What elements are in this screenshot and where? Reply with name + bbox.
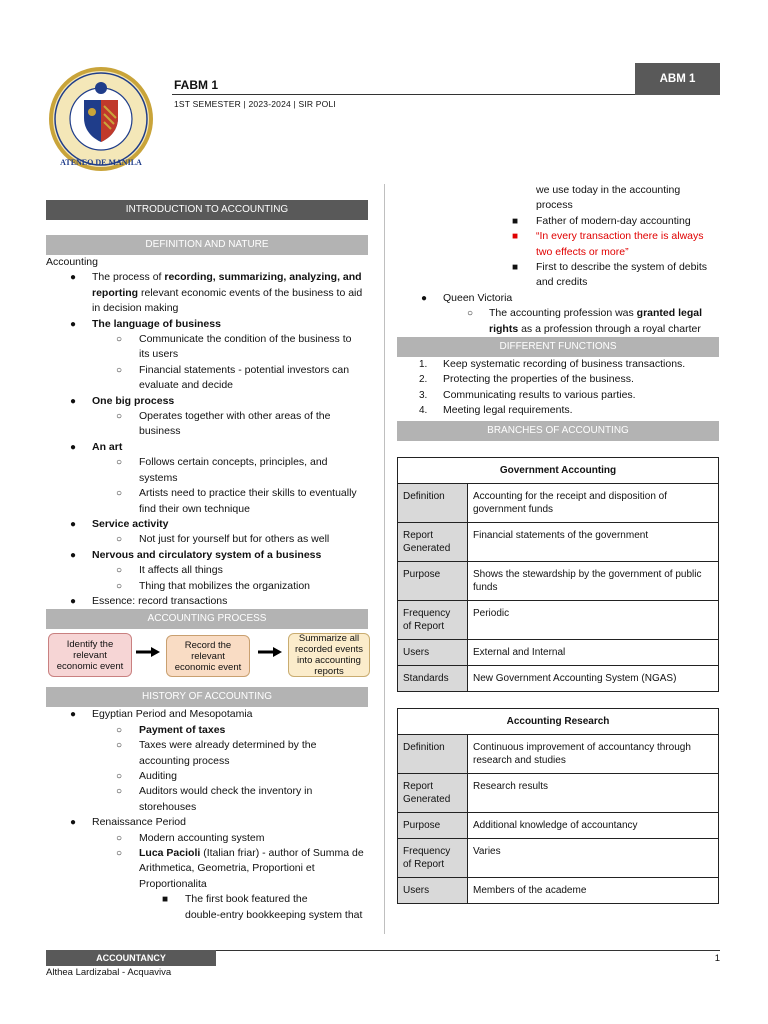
footer-divider (216, 950, 720, 951)
row-value: Periodic (468, 600, 719, 639)
table-row (398, 600, 719, 639)
sub-item: ○ Auditors would check the inventory in (116, 785, 313, 798)
list-item: ● The process of recording, summarizing, analyzing, and (70, 271, 362, 284)
sub-sub-item-cont: and credits (536, 276, 588, 289)
row-label: Users (398, 877, 468, 903)
quote-item: ■ “In every transaction there is always (512, 230, 704, 243)
left-column (46, 200, 368, 923)
sub-item-cont: find their own technique (139, 502, 250, 515)
list-item: ● Essence: record transactions (70, 594, 228, 607)
row-label: Users (398, 639, 468, 665)
sub-sub-item: ■ First to describe the system of debits (512, 261, 707, 274)
list-item: ● Egyptian Period and Mesopotamia (70, 708, 253, 721)
intro-title-bar: INTRODUCTION TO ACCOUNTING (46, 200, 368, 220)
row-value: External and Internal (468, 639, 719, 665)
sub-item-cont: Arithmetica, Geometria, Proportioni et (139, 862, 315, 875)
table-row (398, 665, 719, 691)
seal-text: ATENEO DE MANILA (60, 158, 142, 167)
sub-item-cont: accounting process (139, 754, 230, 767)
ateneo-seal-logo (48, 66, 154, 172)
row-value: Members of the academe (468, 877, 719, 903)
row-value: New Government Accounting System (NGAS) (468, 665, 719, 691)
sub-item-cont: its users (139, 348, 179, 361)
list-item: ● Queen Victoria (421, 291, 513, 304)
accounting-label: Accounting (46, 256, 98, 268)
sub-item-cont: rights as a profession through a royal charter (489, 322, 701, 335)
numbered-item: 2. Protecting the properties of the business. (419, 373, 634, 386)
numbered-item: 3. Communicating results to various parties. (419, 388, 636, 401)
table-row (398, 639, 719, 665)
row-label: Frequency of Report (398, 838, 468, 877)
arrow-right-icon (136, 647, 160, 657)
quote-item-cont: two effects or more” (536, 245, 629, 258)
row-value: Shows the stewardship by the government of public funds (468, 561, 719, 600)
process-header: ACCOUNTING PROCESS (46, 609, 368, 629)
row-label: Standards (398, 665, 468, 691)
sub-item: ○ Modern accounting system (116, 831, 265, 844)
process-step-1: Identify the relevant economic event (48, 633, 132, 677)
semester-info: 1ST SEMESTER | 2023-2024 | SIR POLI (174, 99, 336, 109)
sub-item: ○ Follows certain concepts, principles, and systems (116, 456, 328, 484)
row-value: Continuous improvement of accountancy through research and studies (468, 734, 719, 773)
numbered-item: 4. Meeting legal requirements. (419, 404, 573, 417)
row-value: Additional knowledge of accountancy (468, 812, 719, 838)
sub-item-cont: business (139, 425, 181, 438)
history-header: HISTORY OF ACCOUNTING (46, 687, 368, 707)
row-value: Research results (468, 773, 719, 812)
row-value: Accounting for the receipt and disposition of government funds (468, 483, 719, 522)
sub-item: ○ Luca Pacioli (Italian friar) - author of Summa de (116, 847, 364, 859)
sub-sub-item-cont: double-entry bookkeeping system that (185, 908, 363, 921)
list-item-cont: reporting relevant economic events of the business to aid (92, 286, 363, 299)
row-label: Purpose (398, 561, 468, 600)
row-label: Report Generated (398, 773, 468, 812)
functions-header: DIFFERENT FUNCTIONS (397, 337, 719, 357)
sub-sub-item-cont: we use today in the accounting (536, 184, 681, 196)
row-label: Report Generated (398, 522, 468, 561)
list-item-cont: in decision making (92, 302, 179, 315)
right-column (397, 183, 719, 904)
sub-item: ○ Artists need to practice their skills to eventually (116, 487, 357, 500)
sub-item: ○ Taxes were already determined by the (116, 739, 317, 752)
row-value: Varies (468, 838, 719, 877)
list-item: ● One big process (70, 394, 175, 407)
sub-item: ○ Operates together with other areas of the (116, 410, 331, 423)
sub-item-cont: storehouses (139, 800, 197, 813)
table-row (398, 561, 719, 600)
sub-sub-item-cont: process (536, 199, 573, 212)
sub-item: ○ Communicate the condition of the business to (116, 333, 352, 346)
sub-item-cont: evaluate and decide (139, 379, 233, 392)
government-accounting-table (397, 457, 719, 692)
definition-header: DEFINITION AND NATURE (46, 235, 368, 255)
row-value: Financial statements of the government (468, 522, 719, 561)
footer-label: ACCOUNTANCY (46, 950, 216, 966)
section-badge: ABM 1 (635, 63, 720, 95)
table-row (398, 483, 719, 522)
course-title: FABM 1 (174, 78, 219, 92)
table-row (398, 812, 719, 838)
list-item: ● The language of business (70, 317, 221, 330)
process-step-3: Summarize all recorded events into accounting reports (288, 633, 370, 677)
table-row (398, 773, 719, 812)
arrow-right-icon (258, 647, 282, 657)
list-item: ● Renaissance Period (70, 816, 186, 829)
accounting-research-table (397, 708, 719, 904)
page-number: 1 (714, 953, 720, 964)
sub-sub-item: ■ The first book featured the (162, 893, 308, 906)
author-name: Althea Lardizabal - Acquaviva (46, 967, 172, 978)
row-label: Frequency of Report (398, 600, 468, 639)
sub-item: ○ Thing that mobilizes the organization (116, 579, 311, 592)
sub-item: ○ It affects all things (116, 564, 223, 577)
list-item: ● Service activity (70, 517, 169, 530)
table-row (398, 734, 719, 773)
table-row (398, 838, 719, 877)
sub-item: ○ The accounting profession was granted legal (467, 307, 703, 320)
list-item: ● Nervous and circulatory system of a business (70, 548, 322, 561)
sub-item: ○ Auditing (116, 769, 177, 782)
sub-sub-item: ■ Father of modern-day accounting (512, 214, 691, 227)
numbered-item: 1. Keep systematic recording of business transactions. (419, 358, 686, 371)
sub-item-cont: Proportionalita (139, 877, 207, 890)
branches-header: BRANCHES OF ACCOUNTING (397, 421, 719, 441)
sub-item: ○ Financial statements - potential investors can (116, 363, 350, 376)
row-label: Purpose (398, 812, 468, 838)
table-title: Government Accounting (398, 457, 719, 483)
process-step-2: Record the relevant economic event (166, 635, 250, 677)
table-row (398, 522, 719, 561)
sub-item: ○ Not just for yourself but for others as well (116, 533, 330, 546)
column-divider (384, 184, 385, 934)
table-title: Accounting Research (398, 708, 719, 734)
list-item: ● An art (70, 440, 123, 453)
sub-item: ○ Payment of taxes (116, 723, 226, 736)
row-label: Definition (398, 483, 468, 522)
process-diagram (46, 631, 368, 687)
row-label: Definition (398, 734, 468, 773)
table-row (398, 877, 719, 903)
